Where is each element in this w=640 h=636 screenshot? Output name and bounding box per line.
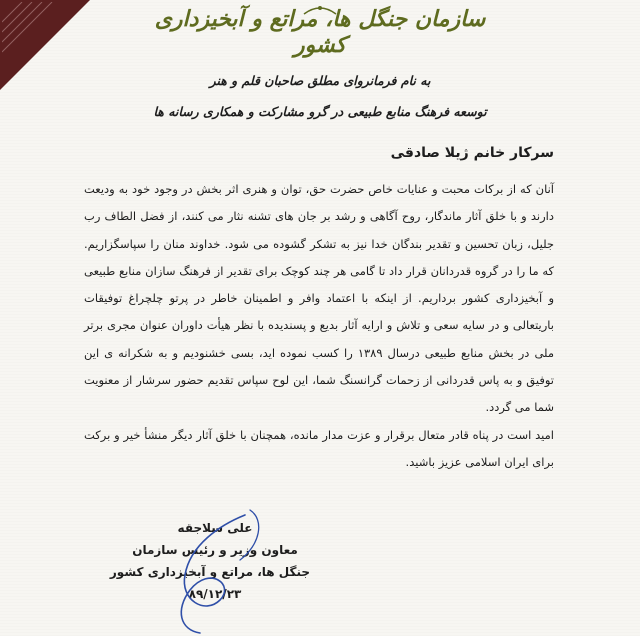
signer-title-line1: معاون وزیر و رئیس سازمان xyxy=(132,543,298,557)
motto-line: توسعه فرهنگ منابع طبیعی در گرو مشارکت و همکاری رسانه ها xyxy=(153,104,487,119)
closing-paragraph: امید است در پناه قادر متعال برقرار و عزت مدار مانده، همچنان با خلق آثار دیگر منشأ خیر و برکت برای ایران اسلامی عزیز باشید. xyxy=(84,427,554,469)
signature-block xyxy=(109,517,310,605)
letter-body xyxy=(84,176,554,476)
corner-pattern-icon xyxy=(2,2,62,62)
organization-title: سازمان جنگل ها، مراتع و آبخیزداری کشور xyxy=(154,6,486,58)
signature-date: ۸۹/۱۲/۲۳ xyxy=(188,587,242,601)
signer-title-line2: جنگل ها، مراتع و آبخیزداری کشور xyxy=(109,565,310,579)
signer-name: علی سلاجقه xyxy=(177,521,253,535)
invocation-line: به نام فرمانروای مطلق صاحبان قلم و هنر xyxy=(209,73,431,88)
body-paragraph: آنان که از برکات محبت و عنایات خاص حضرت حق، توان و هنری اثر بخش در وجود خود به ودیعت دارند و با خلق آثار ماندگار، روح آگاهی و رشد بر جان های تشنه نثار می کنند، از فضل الطاف رب جلیل، زبان تحسین و تقدیر بندگان خدا نیز به تشکر گشوده می شود. خداوند منان را سپاسگزاریم. که ما را در گروه قدردانان قرار داد تا گامی هر چند کوچک برای تقدیر از فرهنگ سازان منابع طبیعی و آبخیزداری کشور برداریم. از اینکه با اعتماد وافر و اطمینان خاطر در پرتو چلچراغ توفیقات باریتعالی و در سایه سعی و تلاش و ارایه آثار بدیع و پسندیده با نظر هیأت داوران عنوان مجری برتر ملی در بخش منابع طبیعی درسال ۱۳۸۹ را کسب نموده اید، بسی خشنودیم و به شکرانه ی این توفیق و به پاس قدردانی از زحمات گرانسنگ شما، این لوح سپاس تقدیم حضور سرشار از معنویت شما می گردد. xyxy=(84,182,554,415)
salutation: سرکار خانم ژیلا صادقی xyxy=(390,145,554,161)
